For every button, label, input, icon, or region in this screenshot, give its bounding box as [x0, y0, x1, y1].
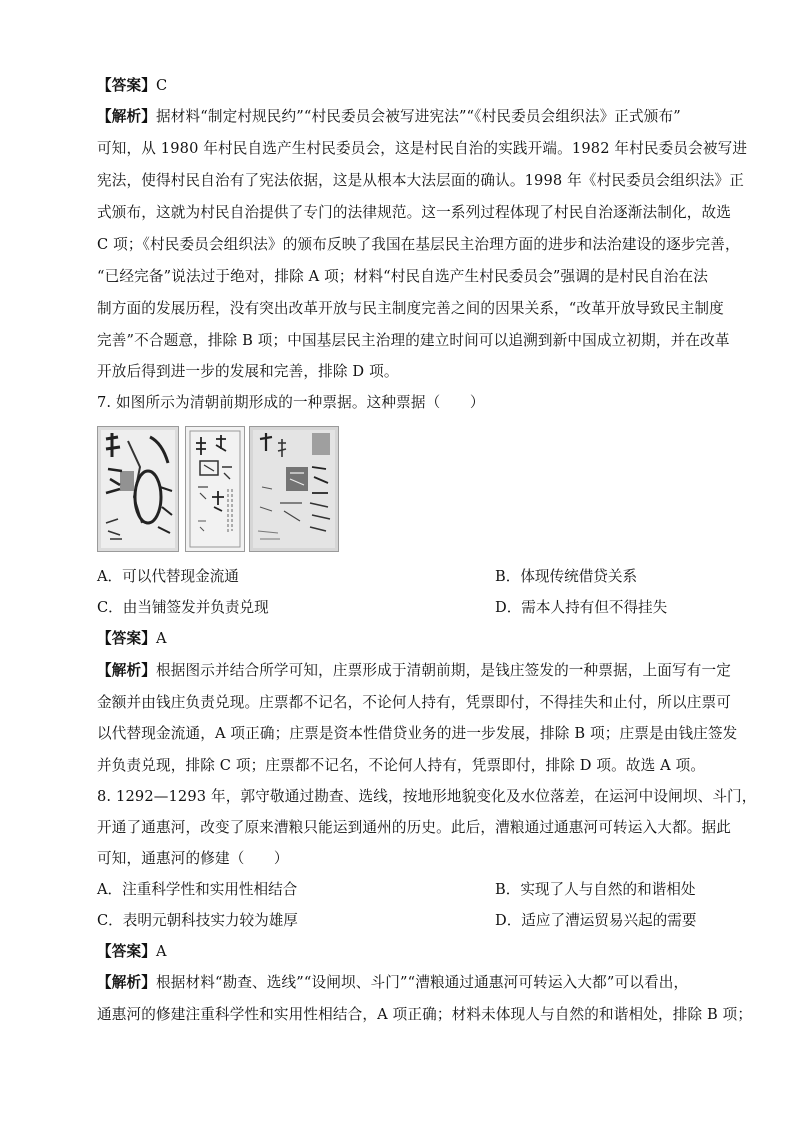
- q6-analysis-line-3: 式颁布，这就为村民自治提供了专门的法律规范。这一系列过程体现了村民自治逐渐法制化，故选: [97, 204, 731, 221]
- q7-answer-line: [97, 629, 707, 649]
- q7-analysis-line-2: 以代替现金流通，A 项正确；庄票是资本性借贷业务的进一步发展，排除 B 项；庄票是由钱庄签发: [97, 725, 738, 742]
- analysis-tag: 【解析】: [97, 974, 156, 991]
- q6-analysis-line-7: 完善”不合题意，排除 B 项；中国基层民主治理的建立时间可以追溯到新中国成立初期，并在改革: [97, 332, 730, 349]
- q8-option-a: A．注重科学性和实用性相结合: [97, 881, 298, 898]
- q8-option-d: D．适应了漕运贸易兴起的需要: [495, 912, 697, 929]
- q8-stem-line-2: 可知，通惠河的修建（ ）: [97, 850, 289, 867]
- answer-tag: 【答案】: [97, 77, 156, 94]
- q6-analysis-line-0: [97, 107, 707, 127]
- answer-tag: 【答案】: [97, 630, 156, 647]
- banknote-image-2: [185, 426, 245, 552]
- q8-stem-line-1: 开通了通惠河，改变了原来漕粮只能运到通州的历史。此后，漕粮通过通惠河可转运入大都。据此: [97, 819, 731, 836]
- q6-answer-line: [97, 76, 707, 96]
- q8-answer-line: [97, 942, 707, 962]
- q7-stem: 7. 如图所示为清朝前期形成的一种票据。这种票据（ ）: [97, 394, 485, 411]
- q7-analysis-line-1: 金额并由钱庄负责兑现。庄票都不记名，不论何人持有，凭票即付，不得挂失和止付，所以庄票可: [97, 694, 731, 711]
- banknote-image-3: [249, 426, 339, 552]
- q8-option-b: B．实现了人与自然的和谐相处: [495, 881, 696, 898]
- answer-value: A: [155, 630, 167, 647]
- q6-analysis-line-2: 宪法，使得村民自治有了宪法依据，这是从根本大法层面的确认。1998 年《村民委员会组织法》正: [97, 172, 745, 189]
- answer-value: C: [155, 77, 168, 94]
- q8-analysis-line-1: 通惠河的修建注重科学性和实用性相结合，A 项正确；材料未体现人与自然的和谐相处，排除 B 项；: [97, 1006, 753, 1023]
- q8-option-c: C．表明元朝科技实力较为雄厚: [97, 912, 298, 929]
- q7-option-b: B．体现传统借贷关系: [495, 568, 638, 585]
- analysis-text: 根据材料“勘查、选线”“设闸坝、斗门”“漕粮通过通惠河可转运入大都”可以看出，: [155, 974, 689, 991]
- q8-analysis-line-0: [97, 973, 707, 993]
- q6-analysis-line-8: 开放后得到进一步的发展和完善，排除 D 项。: [97, 363, 399, 380]
- q7-option-a: A．可以代替现金流通: [97, 568, 239, 585]
- analysis-text: 根据图示并结合所学可知，庄票形成于清朝前期，是钱庄签发的一种票据，上面写有一定: [155, 662, 731, 679]
- q6-analysis-line-4: C 项；《村民委员会组织法》的颁布反映了我国在基层民主治理方面的进步和法治建设的逐步完善，: [97, 236, 740, 253]
- answer-tag: 【答案】: [97, 943, 156, 960]
- banknote-image-1: [97, 426, 179, 552]
- q7-option-c: C．由当铺签发并负责兑现: [97, 599, 269, 616]
- analysis-tag: 【解析】: [97, 662, 156, 679]
- q6-analysis-line-1: 可知，从 1980 年村民自选产生村民委员会，这是村民自治的实践开端。1982 年村民委员会被写进: [97, 140, 748, 157]
- q6-analysis-line-5: “已经完备”说法过于绝对，排除 A 项；材料“村民自选产生村民委员会”强调的是村民自治在法: [97, 268, 708, 285]
- q7-option-d: D．需本人持有但不得挂失: [495, 599, 668, 616]
- q7-analysis-line-3: 并负责兑现，排除 C 项；庄票都不记名，不论何人持有，凭票即付，排除 D 项。故选 A 项。: [97, 757, 706, 774]
- q8-stem-line-0: 8. 1292—1293 年，郭守敬通过勘查、选线，按地形地貌变化及水位落差，在运河中设闸坝、斗门，: [97, 788, 757, 805]
- q6-analysis-line-6: 制方面的发展历程，没有突出改革开放与民主制度完善之间的因果关系，“改革开放导致民主制度: [97, 300, 724, 317]
- answer-value: A: [155, 943, 167, 960]
- q7-analysis-line-0: [97, 661, 731, 681]
- analysis-tag: 【解析】: [97, 108, 156, 125]
- banknote-images: [97, 426, 357, 550]
- analysis-text: 据材料“制定村规民约”“村民委员会被写进宪法”“《村民委员会组织法》正式颁布”: [155, 108, 681, 125]
